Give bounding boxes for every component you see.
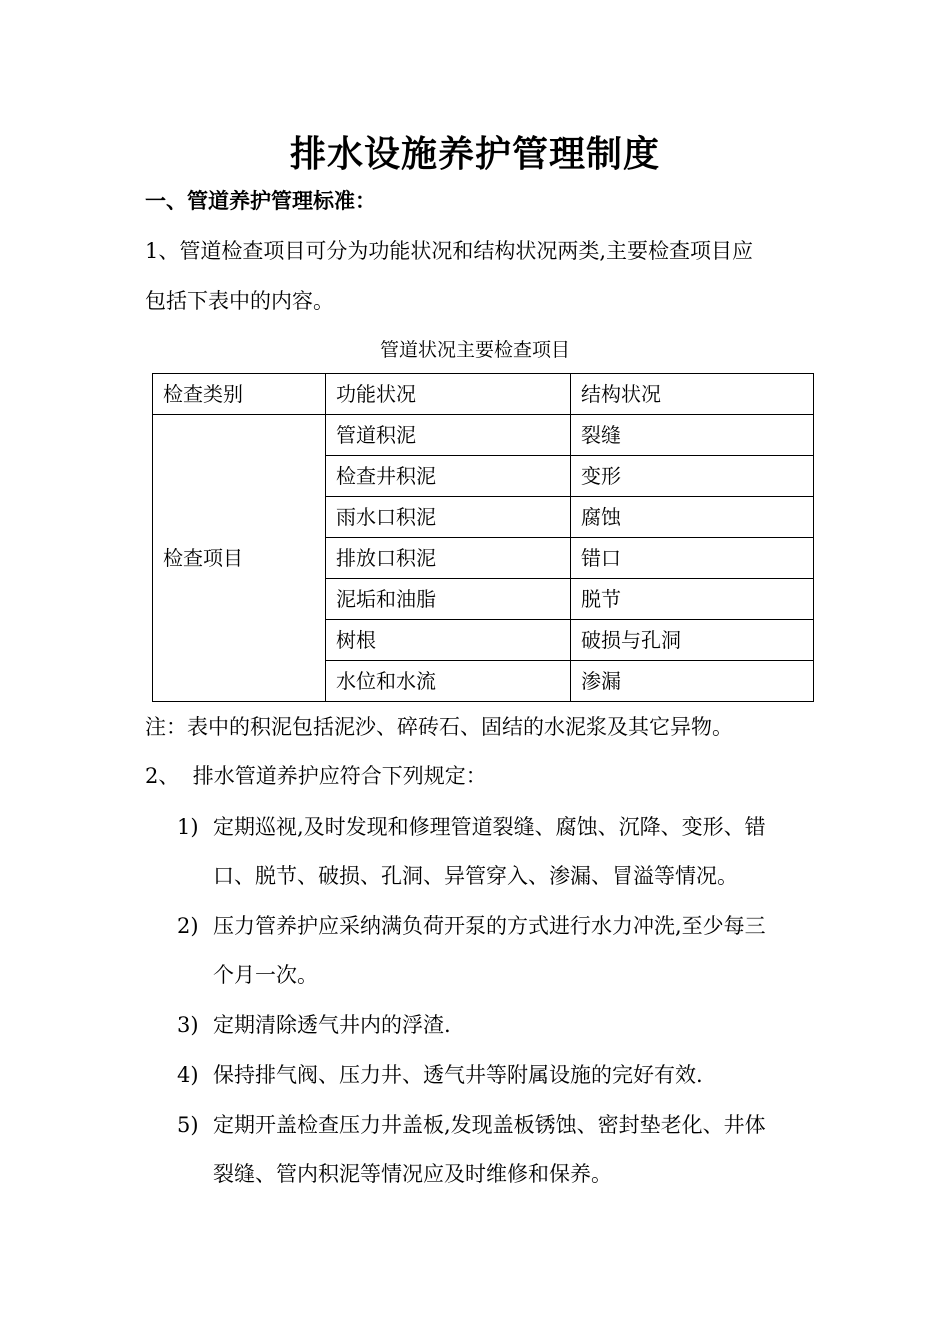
section-heading: 2、 排水管道养护应符合下列规定： [145, 764, 487, 788]
list-item-number: 2) [177, 914, 199, 938]
row-group-label: 检查项目 [153, 415, 326, 702]
table-header-row [153, 374, 814, 415]
table-cell: 雨水口积泥 [326, 497, 571, 538]
list-item-text: 定期清除透气井内的浮渣. [213, 1013, 451, 1037]
table-note: 注：表中的积泥包括泥沙、碎砖石、固结的水泥浆及其它异物。 [145, 715, 733, 739]
table-cell: 检查井积泥 [326, 456, 571, 497]
list-item-number: 3) [177, 1013, 199, 1037]
table-cell: 树根 [326, 620, 571, 661]
table-cell: 破损与孔洞 [571, 620, 814, 661]
list-item-continuation: 裂缝、管内积泥等情况应及时维修和保养。 [213, 1162, 612, 1186]
table-cell: 管道积泥 [326, 415, 571, 456]
table-cell: 渗漏 [571, 661, 814, 702]
table-header-cell: 检查类别 [153, 374, 326, 415]
list-item-number: 1) [177, 815, 199, 839]
table-cell: 腐蚀 [571, 497, 814, 538]
list-item-number: 4) [177, 1063, 199, 1087]
table-header-cell: 结构状况 [571, 374, 814, 415]
paragraph-line: 1、管道检查项目可分为功能状况和结构状况两类,主要检查项目应 [145, 239, 754, 263]
list-item-continuation: 个月一次。 [213, 963, 318, 987]
list-item-number: 5) [177, 1113, 199, 1137]
list-item-text: 压力管养护应采纳满负荷开泵的方式进行水力冲洗,至少每三 [213, 914, 766, 938]
section-heading: 一、管道养护管理标准： [145, 188, 376, 213]
list-item-continuation: 口、脱节、破损、孔洞、异管穿入、渗漏、冒溢等情况。 [213, 864, 738, 888]
list-item-text: 保持排气阀、压力井、透气井等附属设施的完好有效. [213, 1063, 703, 1087]
table-cell: 变形 [571, 456, 814, 497]
table-cell: 水位和水流 [326, 661, 571, 702]
table-cell: 脱节 [571, 579, 814, 620]
table-cell: 错口 [571, 538, 814, 579]
table-header-cell: 功能状况 [326, 374, 571, 415]
document-title: 排水设施养护管理制度 [289, 133, 660, 175]
inspection-table [152, 373, 814, 702]
list-item-text: 定期巡视,及时发现和修理管道裂缝、腐蚀、沉降、变形、错 [213, 815, 766, 839]
table-cell: 裂缝 [571, 415, 814, 456]
list-item-text: 定期开盖检查压力井盖板,发现盖板锈蚀、密封垫老化、井体 [213, 1113, 766, 1137]
paragraph-line: 包括下表中的内容。 [145, 289, 334, 313]
table-row [153, 415, 814, 456]
table-cell: 排放口积泥 [326, 538, 571, 579]
table-cell: 泥垢和油脂 [326, 579, 571, 620]
table-caption: 管道状况主要检查项目 [379, 339, 570, 361]
